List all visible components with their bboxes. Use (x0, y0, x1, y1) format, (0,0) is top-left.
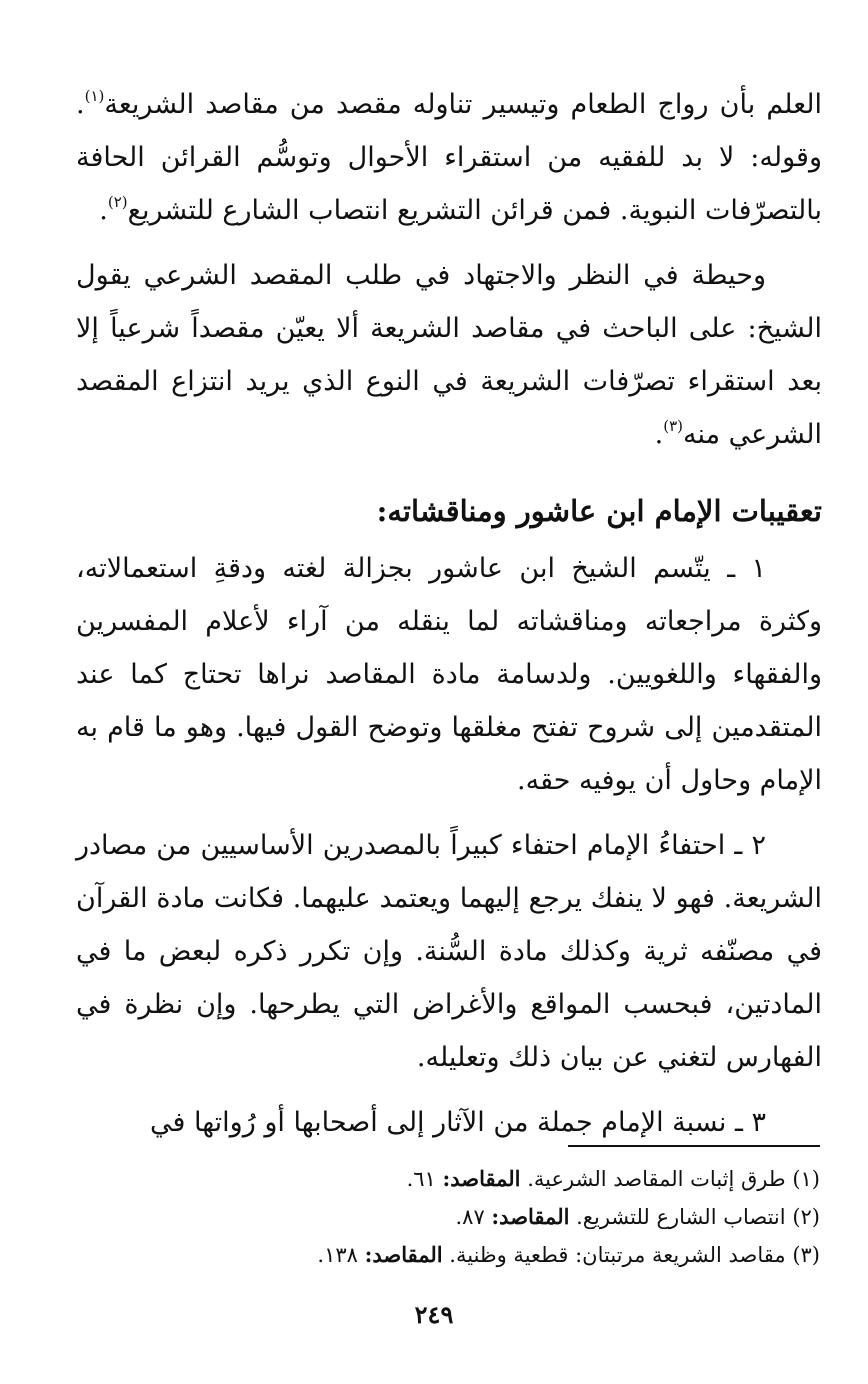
footnote-3-text: مقاصد الشريعة مرتبتان: قطعية وظنية. (449, 1243, 786, 1267)
footnote-ref-1: (١) (84, 87, 105, 105)
section-heading: تعقيبات الإمام ابن عاشور ومناقشاته: (376, 494, 822, 528)
footnote-3-number: (٣) (792, 1243, 820, 1267)
paragraph-2-text: وحيطة في النظر والاجتهاد في طلب المقصد الشرعي يقول الشيخ: على الباحث في مقاصد الشريعة ألا يعيّن مقصداً شرعياً إلا بعد استقراء تصرّفات الشريعة في النوع الذي يريد انتزاع المقصد الشرعي منه (76, 260, 822, 450)
footnote-2-label: المقاصد: (491, 1204, 570, 1229)
paragraph-1 (76, 78, 822, 237)
footnote-3 (120, 1236, 820, 1274)
footnote-1-label: المقاصد: (442, 1166, 521, 1191)
paragraph-1-continuation: . وقوله: لا بد للفقيه من استقراء الأحوال وتوسُّم القرائن الحافة بالتصرّفات النبوية. فمن قرائن التشريع انتصاب الشارع للتشريع (76, 89, 822, 226)
footnote-separator (568, 1145, 820, 1147)
footnote-1 (120, 1160, 820, 1198)
page-number: ٢٤٩ (414, 1300, 454, 1329)
list-item-1: ١ ـ يتّسم الشيخ ابن عاشور بجزالة لغته ودقةِ استعمالاته، وكثرة مراجعاته ومناقشاته لما ينقله من آراء لأعلام المفسرين والفقهاء واللغويين. ولدسامة مادة المقاصد نراها تحتاج كما عند المتقدمين إلى شروح تفتح مغلقها وتوضح القول فيها. وهو ما قام به الإمام وحاول أن يوفيه حقه. (76, 553, 822, 796)
footnote-ref-3: (٣) (663, 417, 683, 435)
footnote-2-text: انتصاب الشارع للتشريع. (576, 1205, 786, 1229)
footnote-3-page: ١٣٨. (317, 1243, 358, 1267)
footnote-ref-2: (٢) (107, 193, 128, 211)
footnote-1-text: طرق إثبات المقاصد الشرعية. (527, 1167, 786, 1191)
paragraph-1-text: العلم بأن رواج الطعام وتيسير تناوله مقصد من مقاصد الشريعة (104, 89, 822, 120)
footnote-1-number: (١) (792, 1167, 820, 1191)
page-body (76, 78, 822, 1149)
footnote-2 (120, 1198, 820, 1236)
paragraph-2 (76, 249, 822, 461)
footnote-1-page: ٦١. (406, 1167, 436, 1191)
list-item-2: ٢ ـ احتفاءُ الإمام احتفاء كبيراً بالمصدرين الأساسيين من مصادر الشريعة. فهو لا ينفك يرجع إليهما ويعتمد عليهما. فكانت مادة القرآن في مصنّفه ثرية وكذلك مادة السُّنة. وإن تكرر ذكره لبعض ما في المادتين، فبحسب المواقع والأغراض التي يطرحها. وإن نظرة في الفهارس لتغني عن بيان ذلك وتعليله. (76, 830, 823, 1073)
paragraph-1-end: . (99, 195, 108, 226)
list-item-3: ٣ ـ نسبة الإمام جملة من الآثار إلى أصحابها أو رُواتها في (150, 1107, 766, 1138)
footnote-2-number: (٢) (792, 1205, 820, 1229)
footnote-3-label: المقاصد: (364, 1242, 443, 1267)
footnotes (120, 1160, 820, 1274)
paragraph-2-end: . (654, 419, 664, 450)
footnote-2-page: ٨٧. (455, 1205, 485, 1229)
